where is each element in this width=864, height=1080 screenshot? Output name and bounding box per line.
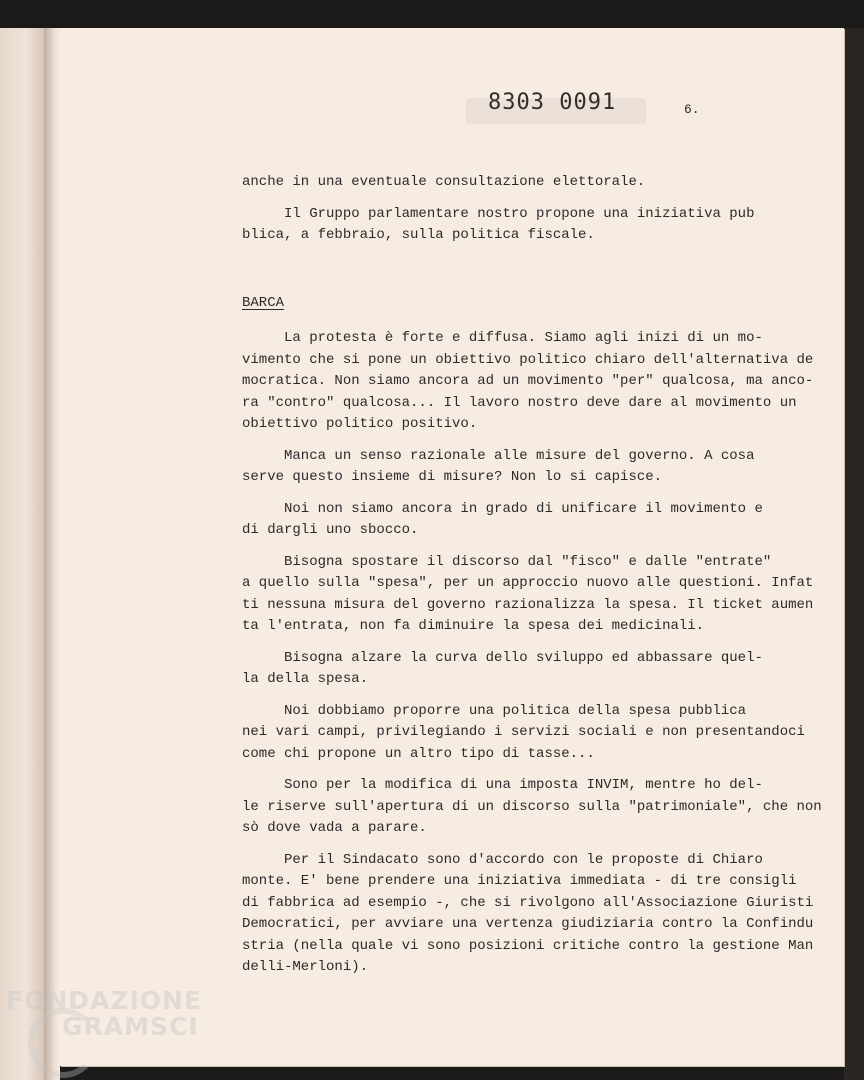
text-line: monte. E' bene prendere una iniziativa immediata - di tre consigli (242, 873, 797, 889)
watermark-line1: FONDAZIONE (6, 986, 203, 1015)
right-edge-shadow (844, 28, 864, 1080)
paragraph (242, 499, 802, 542)
watermark (6, 988, 202, 1040)
text-line: sò dove vada a parare. (242, 820, 427, 836)
text-line: Sono per la modifica di una imposta INVIM, mentre ho del- (242, 777, 763, 793)
text-line: a quello sulla "spesa", per un approccio nuovo alle questioni. Infat (242, 575, 814, 591)
text-line: vimento che si pone un obiettivo politico chiaro dell'alternativa de (242, 351, 814, 368)
text-line: Bisogna spostare il discorso dal "fisco" e dalle "entrate" (242, 553, 772, 570)
intro-line: anche in una eventuale consultazione elettorale. (242, 174, 646, 190)
text-line: Manca un senso razionale alle misure del governo. A cosa (242, 447, 755, 464)
text-line: mocratica. Non siamo ancora ad un movimento "per" qualcosa, ma anco- (242, 373, 814, 389)
text-line: serve questo insieme di misure? Non lo si capisce. (242, 469, 663, 485)
intro-line: blica, a febbraio, sulla politica fiscale. (242, 227, 595, 243)
paragraph (242, 446, 802, 489)
left-page-edge (0, 28, 44, 1080)
text-line: di fabbrica ad esempio -, che si rivolgono all'Associazione Giuristi (242, 894, 814, 911)
text-line: delli-Merloni). (242, 959, 369, 975)
paragraph (242, 648, 802, 691)
text-line: ti nessuna misura del governo razionalizza la spesa. Il ticket aumen (242, 596, 814, 613)
text-line: Democratici, per avviare una vertenza giudiziaria contro la Confindu (242, 916, 814, 932)
text-line: la della spesa. (242, 671, 369, 687)
text-line: stria (nella quale vi sono posizioni critiche contro la gestione Man (242, 937, 814, 954)
text-line: le riserve sull'apertura di un discorso sulla "patrimoniale", che non (242, 798, 822, 815)
text-line: obiettivo politico positivo. (242, 416, 478, 432)
text-line: ta l'entrata, non fa diminuire la spesa dei medicinali. (242, 618, 705, 634)
archive-code: 8303 0091 (488, 90, 617, 115)
paragraph (242, 552, 814, 638)
watermark-line2: GRAMSCI (62, 1012, 199, 1041)
text-line: nei vari campi, privilegiando i servizi sociali e non presentandoci (242, 724, 805, 740)
speaker-heading: BARCA (242, 294, 285, 311)
page-number: 6. (684, 102, 700, 117)
book-spine (44, 28, 60, 1080)
document-body (242, 172, 822, 979)
text-line: Bisogna alzare la curva dello sviluppo ed abbassare quel- (242, 649, 763, 666)
text-line: La protesta è forte e diffusa. Siamo agli inizi di un mo- (242, 330, 763, 346)
text-line: Noi non siamo ancora in grado di unificare il movimento e (242, 500, 763, 517)
text-line: Noi dobbiamo proporre una politica della spesa pubblica (242, 702, 747, 719)
paragraph (242, 701, 805, 766)
paragraph (242, 775, 822, 840)
paragraph (242, 850, 814, 979)
text-line: di dargli uno sbocco. (242, 522, 419, 538)
text-line: Per il Sindacato sono d'accordo con le proposte di Chiaro (242, 851, 763, 868)
text-line: ra "contro" qualcosa... Il lavoro nostro deve dare al movimento un (242, 394, 797, 411)
text-line: come chi propone un altro tipo di tasse... (242, 745, 595, 762)
intro-line: Il Gruppo parlamentare nostro propone una iniziativa pub (242, 205, 755, 222)
paragraph (242, 328, 814, 436)
